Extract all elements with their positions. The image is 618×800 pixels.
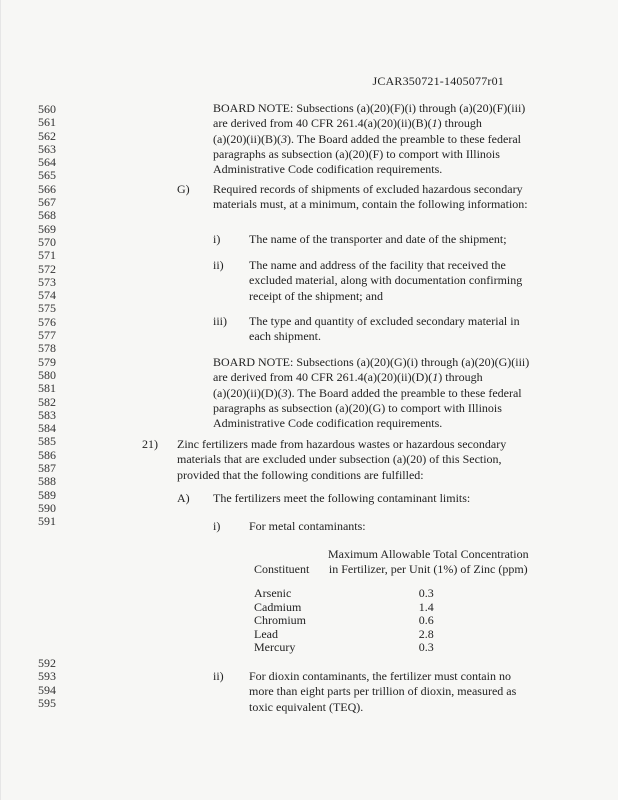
note-line: are derived from 40 CFR 261.4(a)(20)(ii)(B)(1) through — [213, 116, 482, 131]
text-line: provided that the following conditions are fulfilled: — [177, 467, 424, 482]
table-header — [254, 547, 529, 577]
text-line: Required records of shipments of excluded hazardous secondary — [213, 182, 523, 196]
item-label: ii) — [213, 669, 224, 683]
line-number: 574 — [38, 288, 56, 303]
text-line: materials must, at a minimum, contain the following information: — [213, 197, 528, 212]
line-number: 567 — [38, 195, 56, 210]
value-cell: 0.6 — [418, 613, 434, 627]
text-line: For dioxin contaminants, the fertilizer must contain no — [249, 669, 511, 683]
line-number: 593 — [38, 669, 56, 684]
constituent-cell: Cadmium — [254, 599, 302, 614]
text-line: more than eight parts per trillion of dioxin, measured as — [249, 684, 517, 699]
constituent-cell: Arsenic — [254, 586, 292, 600]
text-line: materials that are excluded under subsection (a)(20) of this Section, — [177, 452, 502, 467]
dioxin-contaminants-text — [249, 669, 516, 715]
line-number: 588 — [38, 474, 56, 489]
table-row — [254, 628, 529, 642]
line-number: 576 — [38, 314, 56, 329]
line-number: 592 — [38, 656, 56, 670]
subsection-label-a: A) — [177, 491, 190, 505]
text-line: receipt of the shipment; and — [249, 288, 383, 303]
value-cell: 2.8 — [418, 626, 434, 641]
line-number: 578 — [38, 341, 56, 356]
line-number: 573 — [38, 274, 56, 289]
table-row — [254, 601, 529, 615]
subsection-a-text: The fertilizers meet the following contaminant limits: — [213, 491, 471, 505]
section-label-21: 21) — [142, 437, 158, 451]
line-numbers-column — [38, 657, 68, 710]
line-number: 594 — [38, 682, 56, 697]
line-number: 581 — [38, 381, 56, 396]
line-number: 564 — [38, 155, 56, 170]
value-cell: 0.3 — [418, 640, 434, 654]
line-number: 572 — [38, 261, 56, 276]
constituent-cell: Mercury — [254, 640, 296, 654]
text-line: The name and address of the facility that received the — [249, 258, 506, 272]
subsection-label-g: G) — [177, 182, 190, 196]
constituent-cell: Lead — [254, 626, 278, 641]
item-text — [249, 232, 507, 247]
note-line: Administrative Code codification requirements. — [213, 416, 443, 431]
line-number: 591 — [38, 514, 56, 529]
line-number: 595 — [38, 695, 56, 710]
table-row — [254, 641, 529, 655]
text-line: each shipment. — [249, 329, 321, 344]
text-line: The name of the transporter and date of the shipment; — [249, 232, 507, 246]
line-number: 563 — [38, 141, 56, 156]
text-line: The type and quantity of excluded secondary material in — [249, 314, 520, 328]
line-number: 569 — [38, 221, 56, 236]
note-line: are derived from 40 CFR 261.4(a)(20)(ii)(D)(1) through — [213, 370, 483, 385]
line-number: 570 — [38, 234, 56, 249]
text-line: excluded material, along with documentation confirming — [249, 273, 523, 288]
line-number: 577 — [38, 328, 56, 343]
line-number: 586 — [38, 447, 56, 462]
item-label: i) — [213, 232, 221, 246]
note-line: (a)(20)(ii)(D)(3). The Board added the preamble to these federal — [213, 385, 522, 400]
line-numbers-column — [38, 103, 68, 529]
section-21-text — [177, 437, 506, 483]
text-line: toxic equivalent (TEQ). — [249, 699, 364, 714]
value-cell: 1.4 — [418, 599, 434, 614]
line-number: 560 — [38, 102, 56, 116]
item-text — [249, 314, 520, 345]
item-label: iii) — [213, 314, 227, 328]
line-number: 582 — [38, 394, 56, 409]
line-number: 589 — [38, 487, 56, 502]
line-number: 587 — [38, 461, 56, 476]
line-number: 584 — [38, 421, 56, 436]
line-number: 571 — [38, 248, 56, 263]
line-number: 561 — [38, 115, 56, 130]
note-line: BOARD NOTE: Subsections (a)(20)(G)(i) through (a)(20)(G)(iii) — [213, 355, 530, 369]
text-line: Zinc fertilizers made from hazardous wastes or hazardous secondary — [177, 437, 507, 451]
board-note-f — [213, 101, 525, 177]
line-number: 580 — [38, 367, 56, 382]
column-header-constituent: Constituent — [254, 562, 310, 576]
line-number: 585 — [38, 434, 56, 449]
note-line: Administrative Code codification requirements. — [213, 162, 443, 177]
note-line: paragraphs as subsection (a)(20)(G) to comport with Illinois — [213, 400, 502, 415]
note-line: paragraphs as subsection (a)(20)(F) to comport with Illinois — [213, 146, 500, 161]
line-number: 566 — [38, 181, 56, 196]
note-line: (a)(20)(ii)(B)(3). The Board added the preamble to these federal — [213, 131, 521, 146]
column-header-max-concentration: Maximum Allowable Total Concentration in Fertilizer, per Unit (1%) of Zinc (ppm) — [328, 547, 529, 576]
table-row — [254, 587, 529, 601]
item-label: i) — [213, 519, 221, 533]
metal-contaminants-text: For metal contaminants: — [249, 519, 366, 533]
line-number: 583 — [38, 407, 56, 422]
note-line: BOARD NOTE: Subsections (a)(20)(F)(i) through (a)(20)(F)(iii) — [213, 101, 526, 115]
line-number: 590 — [38, 500, 56, 515]
metal-contaminant-table — [254, 547, 529, 655]
line-number: 565 — [38, 168, 56, 183]
table-row — [254, 614, 529, 628]
item-label: ii) — [213, 258, 224, 272]
line-number: 568 — [38, 208, 56, 223]
board-note-g — [213, 355, 529, 431]
item-text — [249, 258, 522, 304]
line-number: 562 — [38, 128, 56, 143]
line-number: 579 — [38, 354, 56, 369]
constituent-cell: Chromium — [254, 613, 307, 627]
subsection-g-text — [213, 182, 528, 213]
line-number: 575 — [38, 301, 56, 316]
document-id-header: JCAR350721-1405077r01 — [372, 74, 504, 88]
value-cell: 0.3 — [418, 586, 434, 600]
